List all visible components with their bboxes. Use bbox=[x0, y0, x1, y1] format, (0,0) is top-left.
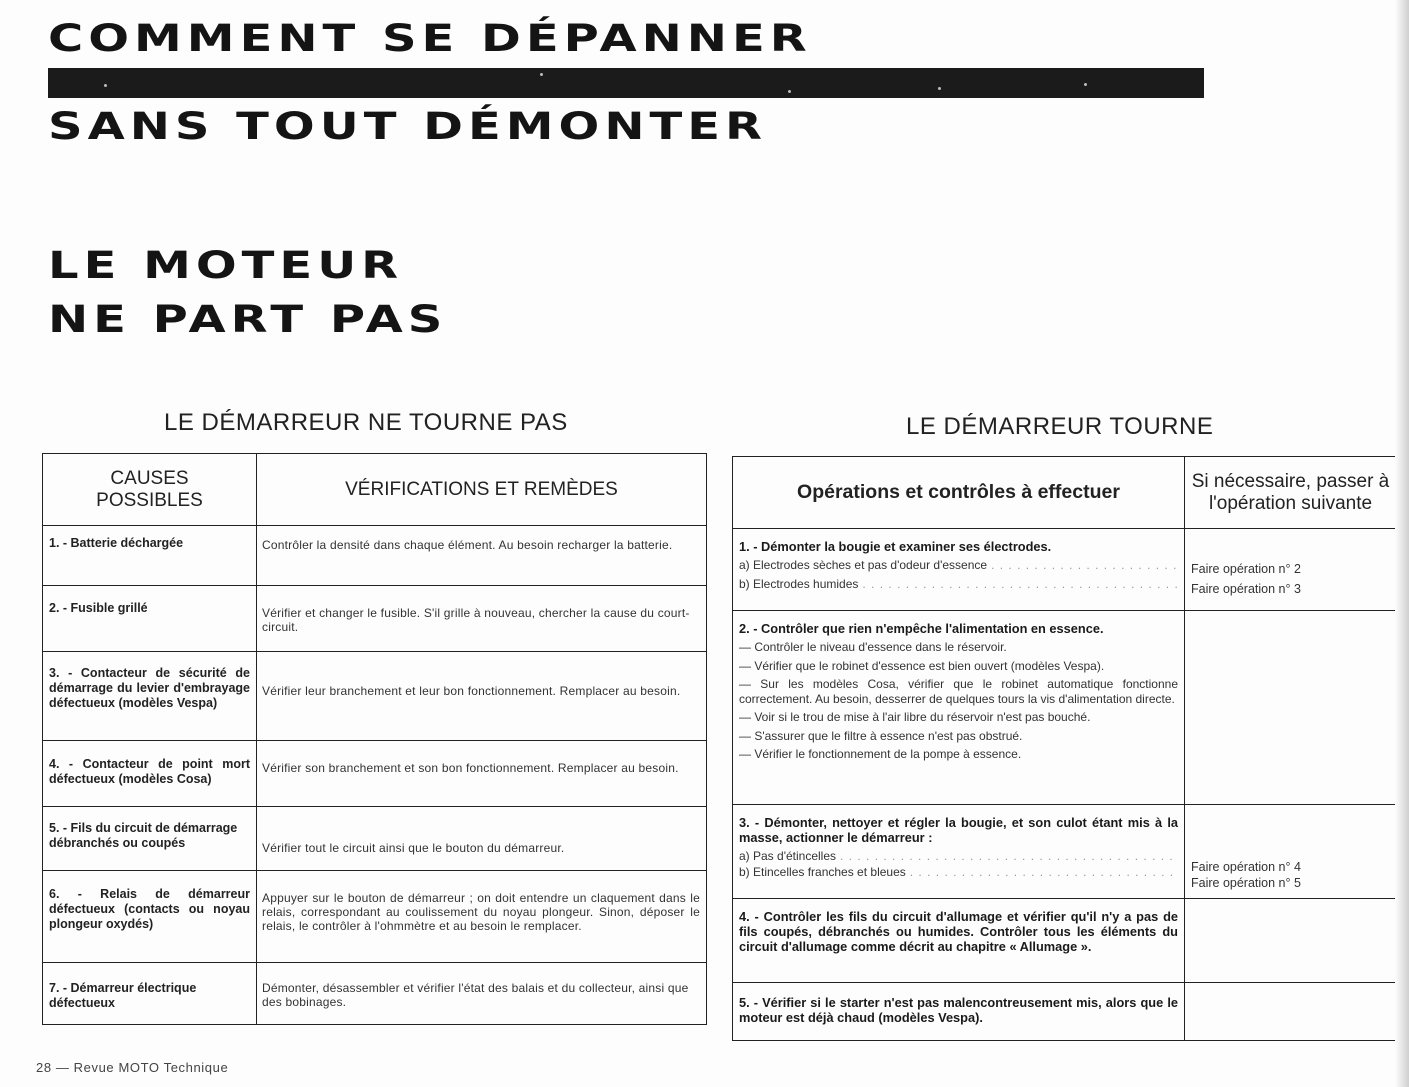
title-divider-bar bbox=[48, 68, 1204, 98]
table-row bbox=[43, 652, 707, 741]
next-operation-text: Faire opération n° 3 bbox=[1191, 582, 1301, 596]
table-row bbox=[43, 586, 707, 652]
operation-item: — Contrôler le niveau d'essence dans le réservoir. bbox=[739, 640, 1007, 654]
next-operation-cell bbox=[1185, 805, 1397, 899]
next-operation-cell bbox=[1185, 529, 1397, 611]
page-edge-shadow bbox=[1395, 0, 1409, 1087]
operation-row bbox=[733, 529, 1397, 611]
section-title-line-1: LE MOTEUR bbox=[48, 243, 404, 288]
operation-title: 1. - Démonter la bougie et examiner ses électrodes. bbox=[739, 539, 1052, 554]
cause-cell: 4. - Contacteur de point mort défectueux (modèles Cosa) bbox=[43, 741, 257, 807]
operation-item: — Sur les modèles Cosa, vérifier que le robinet automatique fonctionne correctement. Au besoin, desserrer de quelques tours la vis d'alimentation directe. bbox=[739, 677, 1178, 706]
cause-cell: 3. - Contacteur de sécurité de démarrage du levier d'embrayage défectueux (modèles Vespa) bbox=[43, 652, 257, 741]
left-section-heading: LE DÉMARREUR NE TOURNE PAS bbox=[164, 409, 568, 436]
starter-turning-table bbox=[732, 456, 1397, 1041]
remedy-cell: Vérifier tout le circuit ainsi que le bouton du démarreur. bbox=[257, 807, 707, 871]
next-operation-text: Faire opération n° 4 bbox=[1191, 860, 1301, 874]
operation-item: b) Electrodes humides . . . bbox=[739, 577, 1178, 592]
operation-item: — Voir si le trou de mise à l'air libre du réservoir n'est pas bouché. bbox=[739, 710, 1091, 724]
next-operation-cell bbox=[1185, 611, 1397, 805]
operation-item: b) Etincelles franches et bleues . . . bbox=[739, 865, 1178, 880]
operation-item: — Vérifier le fonctionnement de la pompe à essence. bbox=[739, 747, 1022, 761]
operation-title: 2. - Contrôler que rien n'empêche l'alimentation en essence. bbox=[739, 621, 1104, 636]
next-operation-text: Faire opération n° 5 bbox=[1191, 876, 1301, 890]
next-operation-text: Faire opération n° 2 bbox=[1191, 562, 1301, 576]
operation-row bbox=[733, 983, 1397, 1041]
column-header-next-operation: Si nécessaire, passer à l'opération suivante bbox=[1185, 457, 1397, 529]
table-row bbox=[43, 526, 707, 586]
remedy-cell: Démonter, désassembler et vérifier l'état des balais et du collecteur, ainsi que des bobinages. bbox=[257, 963, 707, 1025]
page-title-line-1: COMMENT SE DÉPANNER bbox=[48, 16, 812, 61]
table-row bbox=[43, 871, 707, 963]
next-operation-cell bbox=[1185, 983, 1397, 1041]
operation-cell bbox=[733, 805, 1185, 899]
table-row bbox=[43, 741, 707, 807]
table-row bbox=[43, 963, 707, 1025]
operation-row bbox=[733, 611, 1397, 805]
section-title-line-2: NE PART PAS bbox=[48, 297, 448, 342]
column-header-causes: CAUSES POSSIBLES bbox=[43, 454, 257, 526]
right-section-heading: LE DÉMARREUR TOURNE bbox=[906, 413, 1214, 440]
cause-cell: 6. - Relais de démarreur défectueux (contacts ou noyau plongeur oxydés) bbox=[43, 871, 257, 963]
operation-cell bbox=[733, 899, 1185, 983]
starter-not-turning-table bbox=[42, 453, 707, 1025]
operation-item: — S'assurer que le filtre à essence n'est pas obstrué. bbox=[739, 728, 1023, 743]
remedy-cell: Vérifier leur branchement et leur bon fonctionnement. Remplacer au besoin. bbox=[257, 652, 707, 741]
operation-row bbox=[733, 805, 1397, 899]
column-header-operations: Opérations et contrôles à effectuer bbox=[733, 457, 1185, 529]
remedy-cell: Contrôler la densité dans chaque élément. Au besoin recharger la batterie. bbox=[257, 526, 707, 586]
operation-title: 5. - Vérifier si le starter n'est pas malencontreusement mis, alors que le moteur est déjà chaud (modèles Vespa). bbox=[739, 995, 1178, 1025]
operation-title: 3. - Démonter, nettoyer et régler la bougie, et son culot étant mis à la masse, actionner le démarreur : bbox=[739, 815, 1178, 845]
operation-item: a) Pas d'étincelles . . . bbox=[739, 849, 1178, 864]
cause-cell: 1. - Batterie déchargée bbox=[43, 526, 257, 586]
remedy-cell: Vérifier son branchement et son bon fonctionnement. Remplacer au besoin. bbox=[257, 741, 707, 807]
cause-cell: 5. - Fils du circuit de démarrage débranchés ou coupés bbox=[43, 807, 257, 871]
remedy-cell: Vérifier et changer le fusible. S'il grille à nouveau, chercher la cause du court-circuit. bbox=[257, 586, 707, 652]
cause-cell: 7. - Démarreur électrique défectueux bbox=[43, 963, 257, 1025]
column-header-remedies: VÉRIFICATIONS ET REMÈDES bbox=[257, 454, 707, 526]
remedy-cell: Appuyer sur le bouton de démarreur ; on doit entendre un claquement dans le relais, correspondant au coulissement du noyau plongeur. Sinon, déposer le relais, le contrôler à l'ohmmètre et au besoin le remplacer. bbox=[257, 871, 707, 963]
operation-item: a) Electrodes sèches et pas d'odeur d'essence . . . bbox=[739, 558, 1178, 573]
operation-cell bbox=[733, 611, 1185, 805]
next-operation-cell bbox=[1185, 899, 1397, 983]
operation-item: — Vérifier que le robinet d'essence est bien ouvert (modèles Vespa). bbox=[739, 658, 1105, 673]
page-title-line-2: SANS TOUT DÉMONTER bbox=[48, 104, 768, 149]
table-row bbox=[43, 807, 707, 871]
operation-cell bbox=[733, 983, 1185, 1041]
page-footer: 28 — Revue MOTO Technique bbox=[36, 1060, 229, 1075]
operation-title: 4. - Contrôler les fils du circuit d'allumage et vérifier qu'il n'y a pas de fils coupés, débranchés ou humides. Contrôler tous les éléments du circuit d'allumage comme décrit au chapitre « Allumage ». bbox=[739, 909, 1178, 954]
operation-row bbox=[733, 899, 1397, 983]
operation-cell bbox=[733, 529, 1185, 611]
cause-cell: 2. - Fusible grillé bbox=[43, 586, 257, 652]
